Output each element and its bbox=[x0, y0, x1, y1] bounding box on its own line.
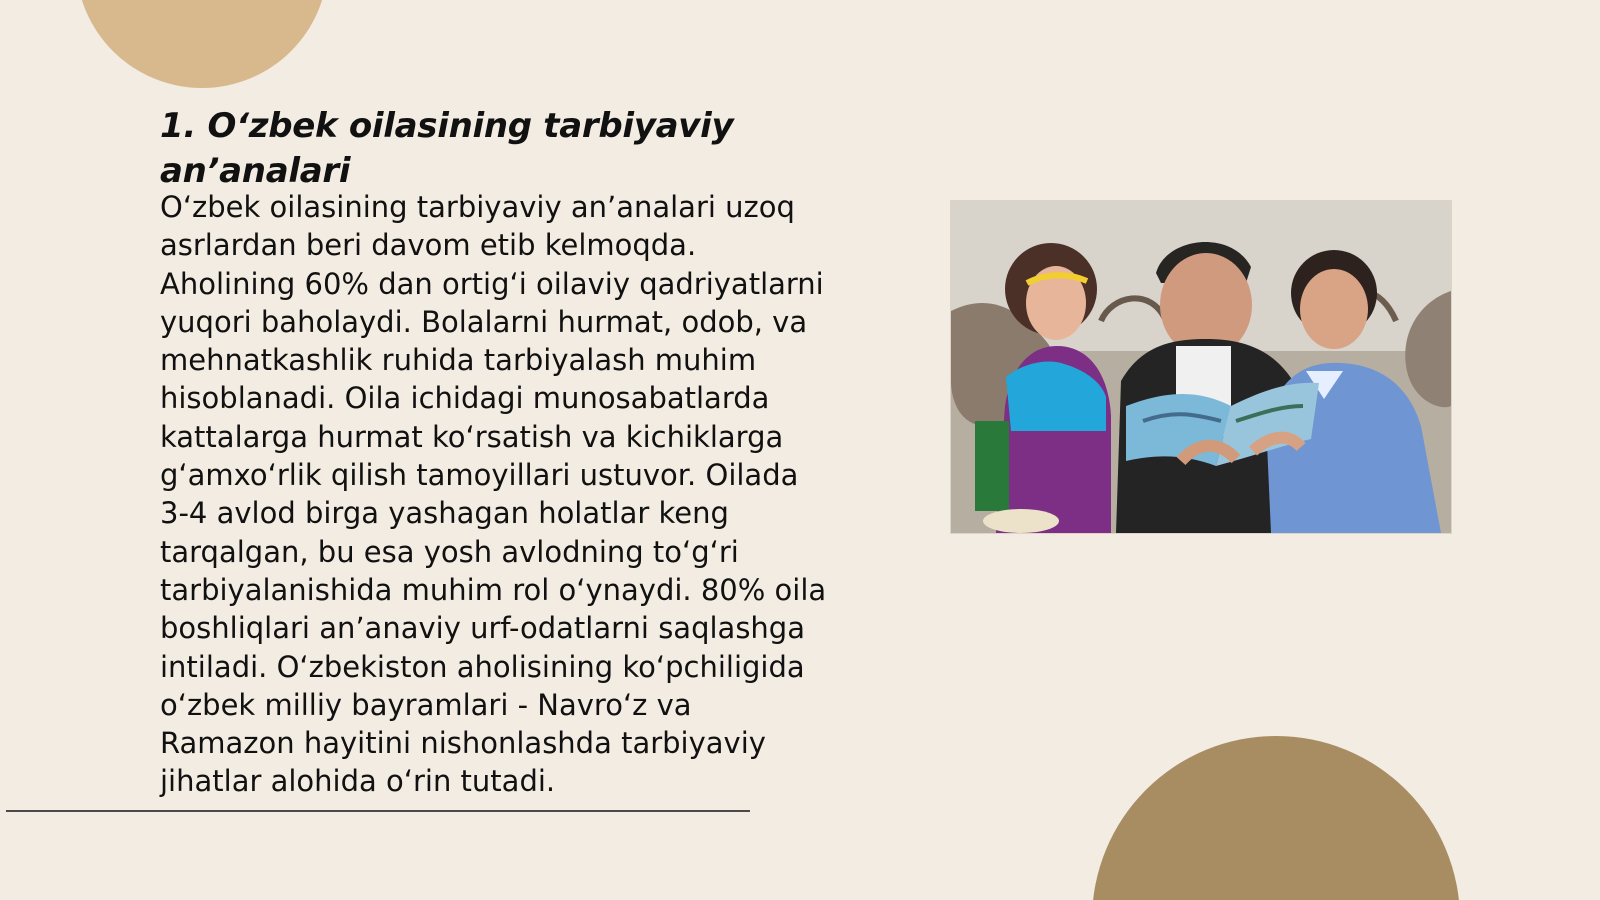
decorative-circle-bottom bbox=[1092, 736, 1460, 900]
slide-body-text: O‘zbek oilasining tarbiyaviy an’analari uzoq asrlardan beri davom etib kelmoqda. Aholining 60% dan ortig‘i oilaviy qadriyatlarni yuqori baholaydi. Bolalarni hurmat, odob, va mehnatkashlik ruhida tarbiyalash muhim hisoblanadi. Oila ichidagi munosabatlarda kattalarga hurmat ko‘rsatish va kichiklarga g‘amxo‘rlik qilish tamoyillari ustuvor. Oilada 3-4 avlod birga yashagan holatlar keng tarqalgan, bu esa yosh avlodning to‘g‘ri tarbiyalanishida muhim rol o‘ynaydi. 80% oila boshliqlari an’anaviy urf-odatlarni saqlashga intiladi. O‘zbekiston aholisining ko‘pchiligida o‘zbek milliy bayramlari - Navro‘z va Ramazon hayitini nishonlashda tarbiyaviy jihatlar alohida o‘rin tutadi. bbox=[160, 190, 827, 799]
bowl bbox=[983, 509, 1059, 533]
boy-face bbox=[1300, 269, 1368, 349]
green-book bbox=[975, 421, 1009, 511]
decorative-circle-top bbox=[76, 0, 328, 88]
family-reading-illustration bbox=[951, 201, 1451, 533]
horizontal-divider bbox=[6, 810, 750, 812]
family-reading-photo bbox=[950, 200, 1452, 534]
slide-title: 1. O‘zbek oilasining tarbiyaviy an’analari bbox=[160, 106, 734, 191]
